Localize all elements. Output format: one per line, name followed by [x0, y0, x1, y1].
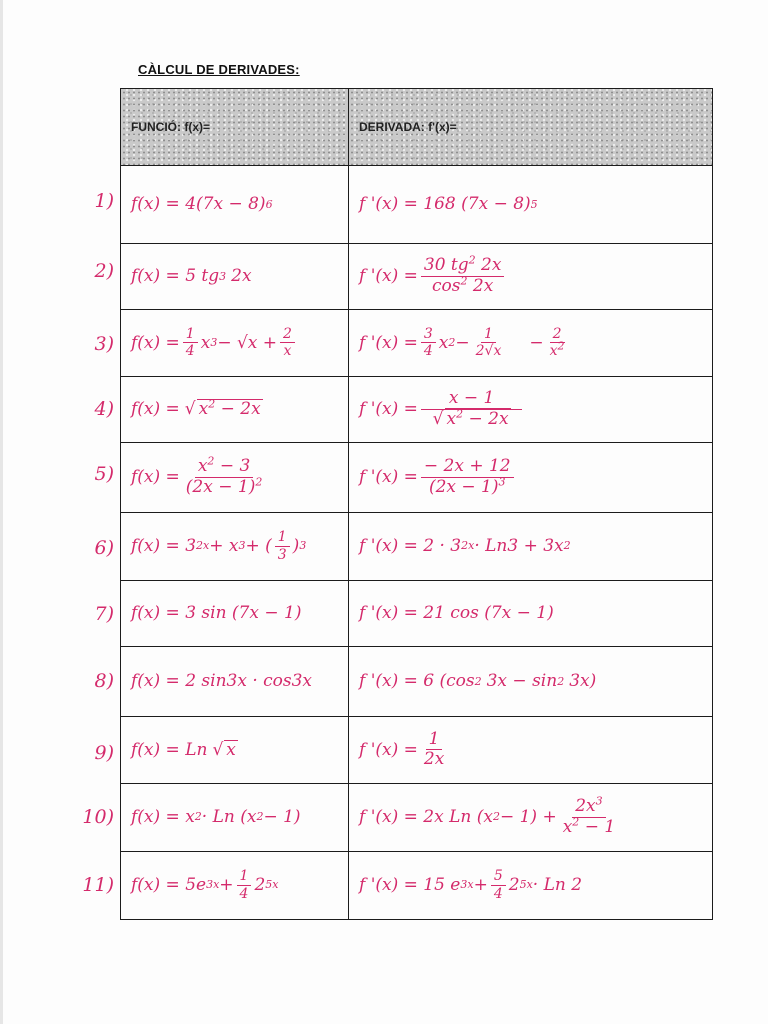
function-cell: f(x) = 2 sin3x · cos3x	[121, 647, 349, 717]
derivatives-table	[120, 88, 713, 920]
function-cell: f(x) = 4(7x − 8) 6	[121, 166, 349, 244]
function-cell: f(x) = $\frac{1}{4}$ x 3 − √x + $\frac{2}{x}$	[121, 310, 349, 376]
function-cell: f(x) = $\frac{x^2 - 3}{(2x - 1)^2}$	[121, 442, 349, 512]
document-title: CÀLCUL DE DERIVADES:	[138, 62, 300, 77]
row-number: 2)	[94, 260, 114, 282]
derivative-cell: f '(x) = $\frac{x - 1}{√ x^2 - 2x}$	[349, 376, 713, 442]
derivative-cell: f '(x) = $\frac{1}{2x}$	[349, 717, 713, 783]
derivative-cell: f '(x) = 21 cos (7x − 1)	[349, 581, 713, 647]
function-cell: f(x) = √ $x^2 - 2x$	[121, 376, 349, 442]
table-row	[121, 851, 713, 919]
row-number: 5)	[94, 463, 114, 485]
sqrt-symbol: √	[212, 739, 224, 760]
row-number: 3)	[94, 333, 114, 355]
function-column-header: FUNCIÓ: f(x)=	[121, 89, 349, 166]
derivative-cell: f '(x) = $\frac{3}{4}$ x 2 − $\frac{1}{2√x}$ − $\frac{2}{x^2}$	[349, 310, 713, 376]
function-cell: f(x) = 5e 3x + $\frac{1}{4}$ 2 5x	[121, 851, 349, 919]
table-row	[121, 376, 713, 442]
derivative-cell: f '(x) = 168 (7x − 8) 5	[349, 166, 713, 244]
function-cell: f(x) = Ln √ x	[121, 717, 349, 783]
table-row	[121, 310, 713, 376]
function-cell: f(x) = 3 2x + x 3 + ( $\frac{1}{3}$ ) 3	[121, 512, 349, 580]
table-row	[121, 581, 713, 647]
row-number: 6)	[94, 537, 114, 559]
derivative-cell: f '(x) = 6 (cos 2 3x − sin 2 3x)	[349, 647, 713, 717]
derivative-cell: f '(x) = 2x Ln (x 2 − 1) + $\frac{2x^3}{x^2 - 1}$	[349, 783, 713, 851]
table-row	[121, 783, 713, 851]
table-header-row	[121, 89, 713, 166]
table-row	[121, 166, 713, 244]
row-number: 8)	[94, 670, 114, 692]
row-number: 9)	[94, 742, 114, 764]
function-cell: f(x) = x 2 · Ln (x 2 − 1)	[121, 783, 349, 851]
derivative-column-header: DERIVADA: f'(x)=	[349, 89, 713, 166]
table-row	[121, 717, 713, 783]
sqrt-symbol: √	[184, 398, 196, 419]
table-row	[121, 512, 713, 580]
derivative-cell: f '(x) = 2 · 3 2x · Ln3 + 3x 2	[349, 512, 713, 580]
row-number: 10)	[82, 806, 114, 828]
derivative-cell: f '(x) = $\frac{- 2x + 12}{(2x - 1)^3}$	[349, 442, 713, 512]
table-row	[121, 647, 713, 717]
sqrt-symbol: √	[432, 408, 444, 429]
row-number: 4)	[94, 398, 114, 420]
function-cell: f(x) = 3 sin (7x − 1)	[121, 581, 349, 647]
table-row	[121, 244, 713, 310]
function-cell: f(x) = 5 tg 3 2x	[121, 244, 349, 310]
derivative-cell: f '(x) = $\frac{30 tg^2 2x}{\cos^2 2x}$	[349, 244, 713, 310]
derivative-cell: f '(x) = 15 e 3x + $\frac{5}{4}$ 2 5x · Ln 2	[349, 851, 713, 919]
scan-edge	[0, 0, 3, 1024]
row-number: 1)	[94, 190, 114, 212]
row-number: 7)	[94, 603, 114, 625]
row-number: 11)	[82, 874, 114, 896]
table-row	[121, 442, 713, 512]
